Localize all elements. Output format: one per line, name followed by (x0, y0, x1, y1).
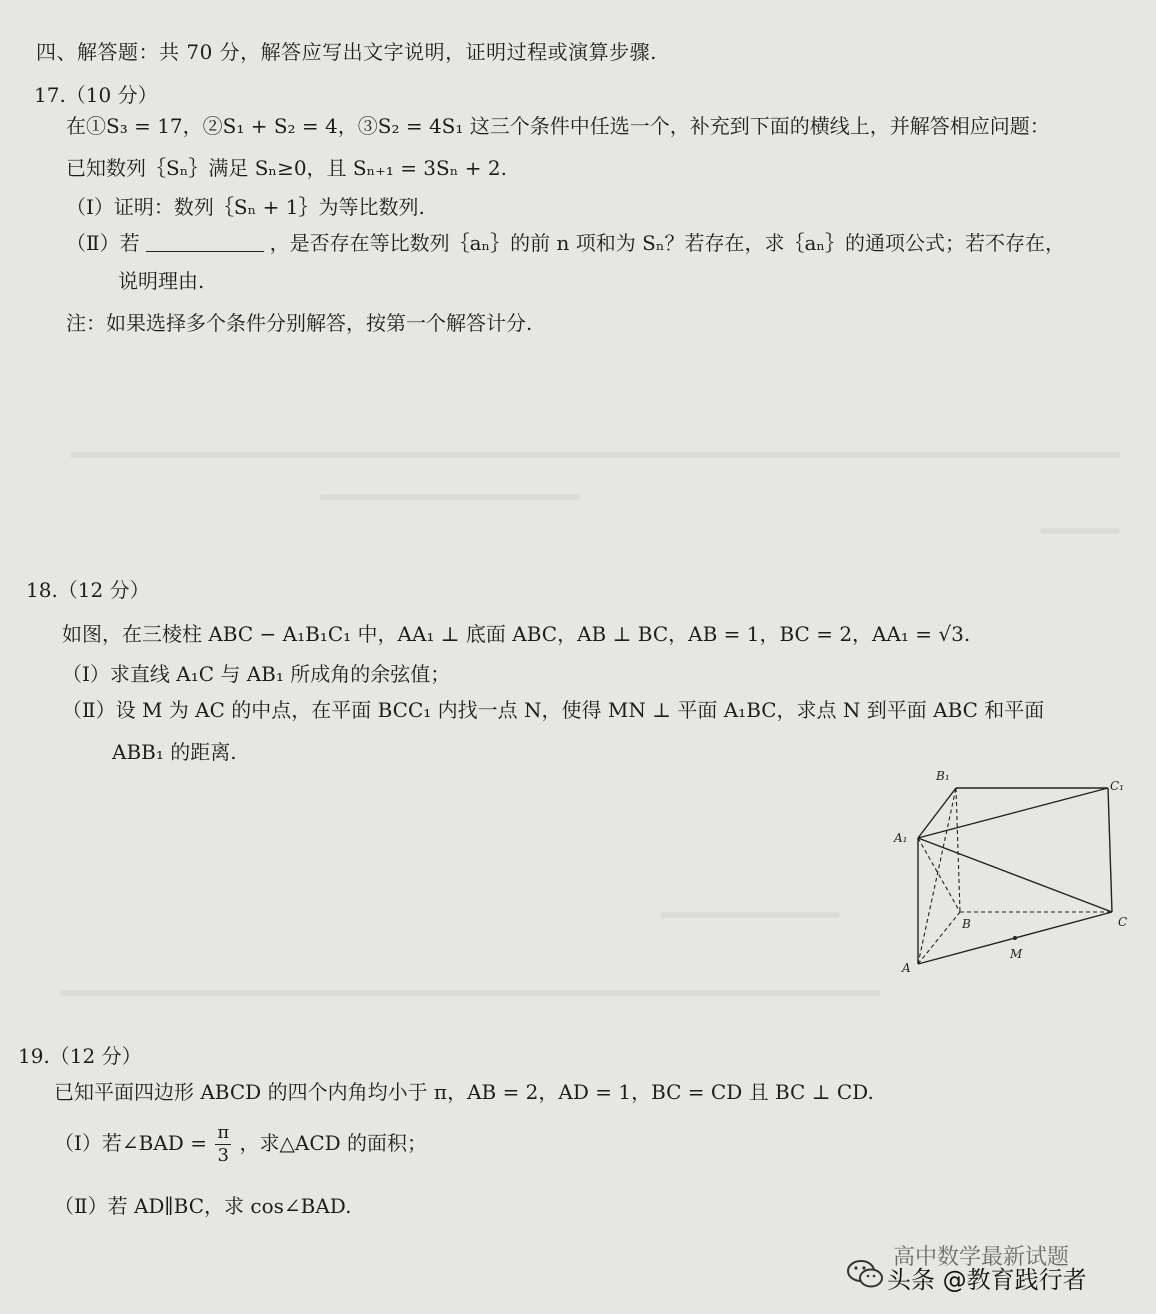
fraction-numerator: π (217, 1122, 230, 1143)
q19-part1-suffix: ，求△ACD 的面积； (239, 1131, 428, 1155)
watermark-text: 头条 @教育践行者 (887, 1266, 1087, 1294)
edge-a1-b (918, 838, 960, 912)
q17-part1: （Ⅰ）证明：数列｛Sₙ + 1｝为等比数列. (66, 195, 425, 219)
q17-part2-suffix: ，是否存在等比数列｛aₙ｝的前 n 项和为 Sₙ？若存在，求｛aₙ｝的通项公式；若不存在， (269, 231, 1066, 255)
answer-blank (146, 233, 264, 252)
q19-part1-prefix: （Ⅰ）若∠BAD = (54, 1131, 207, 1155)
q19-part2: （Ⅱ）若 AD∥BC，求 cos∠BAD. (54, 1194, 352, 1218)
edge-a-b1 (918, 788, 956, 964)
prism-figure (880, 760, 1140, 980)
label-c: C (1118, 915, 1128, 929)
q19-part1 (54, 1124, 427, 1165)
edge-c1-c (1108, 788, 1112, 912)
q17-note: 注：如果选择多个条件分别解答，按第一个解答计分. (66, 311, 533, 335)
fraction-pi-over-3 (215, 1124, 231, 1165)
label-b1: B₁ (936, 769, 950, 783)
label-a: A (902, 961, 911, 975)
q18-number: 18.（12 分） (26, 578, 150, 602)
q18-stem: 如图，在三棱柱 ABC − A₁B₁C₁ 中，AA₁ ⊥ 底面 ABC，AB ⊥ BC，AB = 1，BC = 2，AA₁ = √3. (62, 622, 971, 646)
edge-b1-b (956, 788, 960, 912)
watermark-ghost-text: 高中数学最新试题 (893, 1245, 1070, 1270)
q17-part2-cont: 说明理由. (118, 269, 205, 293)
q18-part1: （Ⅰ）求直线 A₁C 与 AB₁ 所成角的余弦值； (62, 662, 451, 686)
label-b: B (962, 917, 971, 931)
midpoint-m (1013, 936, 1017, 940)
wechat-icon (845, 1254, 885, 1294)
section-header: 四、解答题：共 70 分，解答应写出文字说明，证明过程或演算步骤. (36, 40, 658, 64)
q19-number: 19.（12 分） (18, 1044, 142, 1068)
watermark (845, 1245, 1135, 1300)
label-c1: C₁ (1110, 779, 1124, 793)
edge-a-b (918, 912, 960, 964)
label-a1: A₁ (894, 831, 908, 845)
label-m: M (1010, 947, 1023, 961)
q17-part2-prefix: （Ⅱ）若 (66, 231, 140, 255)
fraction-denominator: 3 (217, 1145, 229, 1166)
q17-number: 17.（10 分） (34, 83, 158, 107)
q18-part2-cont: ABB₁ 的距离. (112, 740, 237, 764)
edge-a1-c (918, 838, 1112, 912)
q17-part2 (66, 227, 1065, 256)
q17-intro: 在①S₃ = 17，②S₁ + S₂ = 4，③S₂ = 4S₁ 这三个条件中任选一个，补充到下面的横线上，并解答相应问题： (66, 114, 1050, 138)
q18-part2: （Ⅱ）设 M 为 AC 的中点，在平面 BCC₁ 内找一点 N，使得 MN ⊥ 平面 A₁BC，求点 N 到平面 ABC 和平面 (62, 698, 1045, 722)
q17-given: 已知数列｛Sₙ｝满足 Sₙ≥0，且 Sₙ₊₁ = 3Sₙ + 2. (66, 156, 507, 180)
q19-stem: 已知平面四边形 ABCD 的四个内角均小于 π，AB = 2，AD = 1，BC = CD 且 BC ⊥ CD. (54, 1080, 874, 1104)
